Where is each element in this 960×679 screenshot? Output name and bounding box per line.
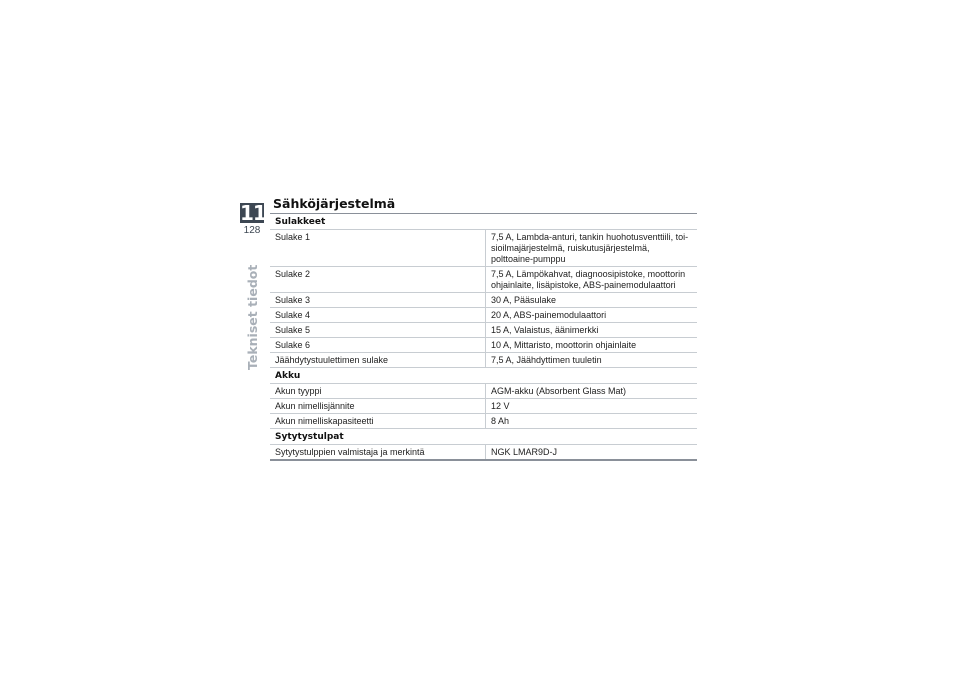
table-row bbox=[270, 230, 697, 267]
row-label: Sulake 4 bbox=[270, 308, 486, 323]
row-label: Sulake 2 bbox=[270, 267, 486, 293]
row-label: Jäähdytystuulettimen sulake bbox=[270, 353, 486, 368]
table-row bbox=[270, 308, 697, 323]
table-row bbox=[270, 267, 697, 293]
row-label: Akun nimelliskapasiteetti bbox=[270, 414, 486, 429]
table-row bbox=[270, 323, 697, 338]
chapter-side-label: Tekniset tiedot bbox=[245, 264, 260, 370]
row-value: 30 A, Pääsulake bbox=[486, 293, 698, 308]
row-value: 7,5 A, Jäähdyttimen tuuletin bbox=[486, 353, 698, 368]
row-label: Sulake 5 bbox=[270, 323, 486, 338]
row-label: Sytytystulppien valmistaja ja merkintä bbox=[270, 445, 486, 461]
row-value: AGM-akku (Absorbent Glass Mat) bbox=[486, 384, 698, 399]
row-value: 12 V bbox=[486, 399, 698, 414]
section-heading-row bbox=[270, 214, 697, 230]
table-row bbox=[270, 399, 697, 414]
row-value: 10 A, Mittaristo, moottorin ohjainlaite bbox=[486, 338, 698, 353]
table-row bbox=[270, 353, 697, 368]
table-row bbox=[270, 338, 697, 353]
row-value: NGK LMAR9D-J bbox=[486, 445, 698, 461]
spec-table bbox=[270, 213, 697, 461]
section-heading-fuses: Sulakkeet bbox=[270, 214, 697, 230]
row-label: Sulake 6 bbox=[270, 338, 486, 353]
chapter-number: 11 bbox=[240, 201, 266, 225]
section-heading-row bbox=[270, 429, 697, 445]
table-row bbox=[270, 384, 697, 399]
table-row bbox=[270, 293, 697, 308]
row-label: Akun tyyppi bbox=[270, 384, 486, 399]
section-heading-row bbox=[270, 368, 697, 384]
row-label: Sulake 1 bbox=[270, 230, 486, 267]
row-label: Sulake 3 bbox=[270, 293, 486, 308]
row-value: 8 Ah bbox=[486, 414, 698, 429]
page-number: 128 bbox=[243, 225, 261, 236]
table-row bbox=[270, 445, 697, 461]
page-title: Sähköjärjestelmä bbox=[273, 196, 396, 211]
row-value: 7,5 A, Lambda-anturi, tankin huohotusventtiili, toi-sioilmajärjestelmä, ruiskutusjärjestelmä, polttoaine-pumppu bbox=[486, 230, 698, 267]
row-value: 20 A, ABS-painemodulaattori bbox=[486, 308, 698, 323]
section-heading-spark-plugs: Sytytystulpat bbox=[270, 429, 697, 445]
row-value: 7,5 A, Lämpökahvat, diagnoosipistoke, moottorin ohjainlaite, lisäpistoke, ABS-painemodulaattori bbox=[486, 267, 698, 293]
table-row bbox=[270, 414, 697, 429]
row-label: Akun nimellisjännite bbox=[270, 399, 486, 414]
row-value: 15 A, Valaistus, äänimerkki bbox=[486, 323, 698, 338]
section-heading-battery: Akku bbox=[270, 368, 697, 384]
